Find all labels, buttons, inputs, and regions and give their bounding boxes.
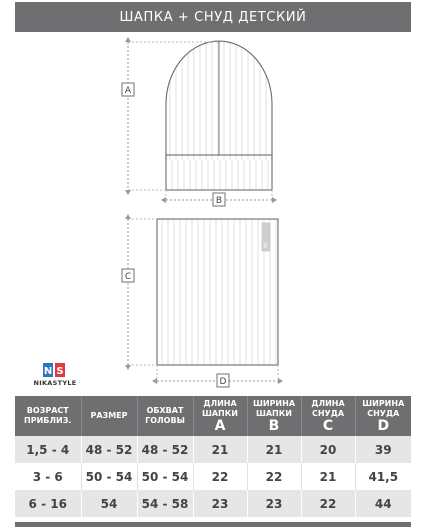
col-size-header	[81, 396, 137, 436]
table-cell: 41,5	[355, 463, 411, 490]
table-cell: 44	[355, 490, 411, 517]
size-table	[15, 396, 411, 517]
dimension-b	[161, 190, 277, 206]
table-cell: 39	[355, 436, 411, 463]
table-header-row	[15, 396, 411, 436]
table-cell: 21	[193, 436, 247, 463]
col-hat-length-header	[193, 396, 247, 436]
col-age-header	[15, 396, 81, 436]
svg-text:N: N	[43, 366, 53, 377]
page-header	[15, 2, 411, 32]
table-cell: 50 - 54	[81, 463, 137, 490]
table-cell: 54 - 58	[137, 490, 193, 517]
table-cell: 23	[193, 490, 247, 517]
table-row	[15, 490, 411, 517]
nikastyle-logo-icon	[43, 363, 65, 377]
label-b: B	[215, 196, 223, 206]
col-header-letter: D	[377, 417, 390, 434]
measurement-diagram	[0, 32, 428, 394]
col-header-line1: ДЛИНА	[311, 398, 345, 408]
col-header-line2: СНУДА	[311, 408, 345, 418]
brand-name: NIKASTYLE	[33, 379, 77, 387]
label-c: C	[124, 272, 132, 282]
col-header-line2: ПРИБЛИЗ.	[24, 416, 72, 425]
col-snood-length-header	[301, 396, 355, 436]
col-hat-width-header	[247, 396, 301, 436]
label-d: D	[219, 377, 227, 387]
bottom-strip	[15, 522, 411, 527]
table-cell: 22	[247, 463, 301, 490]
col-header-line2: СНУДА	[367, 408, 400, 418]
col-header-line1: ОБХВАТ	[146, 406, 184, 415]
col-header-line1: ВОЗРАСТ	[26, 406, 69, 415]
col-header-letter: B	[268, 417, 280, 434]
col-header-line1: РАЗМЕР	[90, 411, 128, 420]
table-cell: 48 - 52	[81, 436, 137, 463]
table-cell: 6 - 16	[15, 490, 81, 517]
table-cell: 48 - 52	[137, 436, 193, 463]
page-title: ШАПКА + СНУД ДЕТСКИЙ	[119, 9, 307, 25]
col-header-line2: ШАПКИ	[255, 408, 292, 418]
table-cell: 23	[247, 490, 301, 517]
col-header-letter: C	[322, 417, 334, 434]
table-row	[15, 436, 411, 463]
snood-drawing	[157, 219, 278, 365]
col-header-line1: ШИРИНА	[362, 398, 405, 408]
col-header-letter: A	[214, 417, 226, 434]
table-cell: 3 - 6	[15, 463, 81, 490]
col-header-line2: ШАПКИ	[201, 408, 238, 418]
col-snood-width-header	[355, 396, 411, 436]
table-row	[15, 463, 411, 490]
hat-drawing	[166, 32, 272, 190]
svg-text:S: S	[56, 366, 64, 377]
table-cell: 50 - 54	[137, 463, 193, 490]
col-header-line1: ДЛИНА	[203, 398, 237, 408]
brand-logo	[29, 363, 81, 393]
svg-text:NS: NS	[263, 242, 268, 248]
table-cell: 1,5 - 4	[15, 436, 81, 463]
col-header-line2: ГОЛОВЫ	[145, 416, 185, 425]
table-cell: 22	[193, 463, 247, 490]
table-cell: 22	[301, 490, 355, 517]
table-cell: 21	[247, 436, 301, 463]
label-a: A	[124, 86, 132, 96]
col-header-line1: ШИРИНА	[252, 398, 296, 408]
dimension-c	[122, 214, 157, 370]
table-cell: 21	[301, 463, 355, 490]
table-cell: 20	[301, 436, 355, 463]
table-cell: 54	[81, 490, 137, 517]
col-head-girth-header	[137, 396, 193, 436]
dimension-d	[152, 365, 283, 387]
